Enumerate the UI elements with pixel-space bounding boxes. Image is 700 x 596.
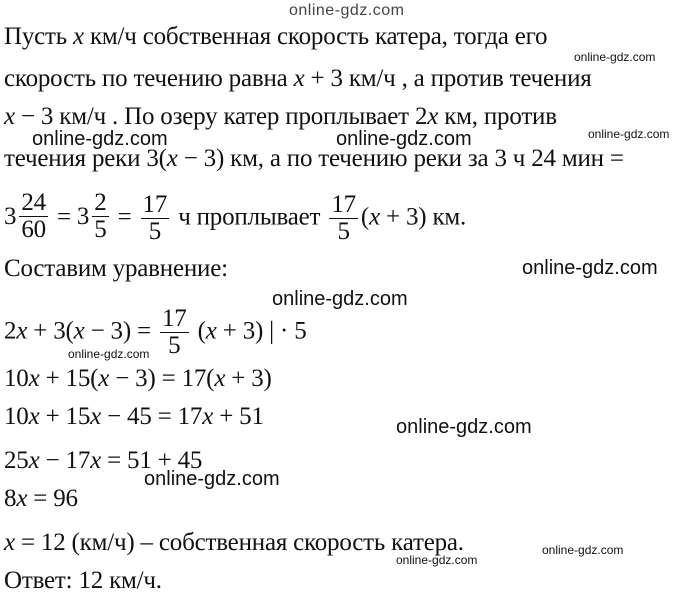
- watermark: online-gdz.com: [68, 347, 150, 361]
- line-13: Ответ: 12 км/ч.: [4, 567, 162, 594]
- watermark: online-gdz.com: [522, 257, 658, 279]
- line-1: Пусть x км/ч собственная скорость катера, тогда его: [4, 23, 548, 50]
- line-8: 10x + 15(x − 3) = 17(x + 3): [4, 365, 272, 392]
- watermark: online-gdz.com: [396, 553, 478, 567]
- line-7: 2x + 3(x − 3) = $\frac{17}{5}$ (x + 3) | · 5: [4, 305, 307, 360]
- watermark: online-gdz.com: [144, 468, 280, 490]
- fraction-2-5: $\frac{2}{5}$: [94, 189, 107, 244]
- line-6: Составим уравнение:: [4, 255, 228, 282]
- watermark: online-gdz.com: [336, 128, 472, 150]
- line-4: течения реки 3(x − 3) км, а по течению реки за 3 ч 24 мин =: [4, 145, 624, 172]
- watermark-top: online-gdz.com: [289, 2, 405, 19]
- watermark: online-gdz.com: [272, 288, 408, 310]
- watermark: online-gdz.com: [542, 543, 624, 557]
- fraction-17-5: $\frac{17}{5}$: [142, 190, 168, 246]
- line-9: 10x + 15x − 45 = 17x + 51: [4, 403, 264, 430]
- fraction-24-60: $\frac{24}{60}$: [21, 189, 46, 244]
- watermark: online-gdz.com: [32, 128, 168, 150]
- line-10: 25x − 17x = 51 + 45: [4, 447, 203, 474]
- mixed-number-1: 3 $\frac{24}{60}$: [4, 189, 46, 244]
- watermark: online-gdz.com: [588, 127, 670, 141]
- watermark: online-gdz.com: [396, 416, 532, 438]
- line-5: 3 $\frac{24}{60}$ = 3 $\frac{2}{5}$ = $\frac{17}{5}$ ч проплывает $\frac{17}{5}$ (x + 3) км.: [4, 189, 467, 246]
- fraction-17-5-b: $\frac{17}{5}$: [331, 190, 356, 246]
- line-11: 8x = 96: [4, 485, 78, 512]
- watermark: online-gdz.com: [574, 50, 656, 64]
- line-12: x = 12 (км/ч) – собственная скорость катера.: [4, 529, 464, 556]
- mixed-number-2: 3 $\frac{2}{5}$: [76, 189, 107, 244]
- line-3: x − 3 км/ч . По озеру катер проплывает 2x км, против: [4, 103, 557, 130]
- line-2: скорость по течению равна x + 3 км/ч , а против течения: [4, 65, 592, 92]
- fraction-17-5-eq: $\frac{17}{5}$: [162, 305, 187, 360]
